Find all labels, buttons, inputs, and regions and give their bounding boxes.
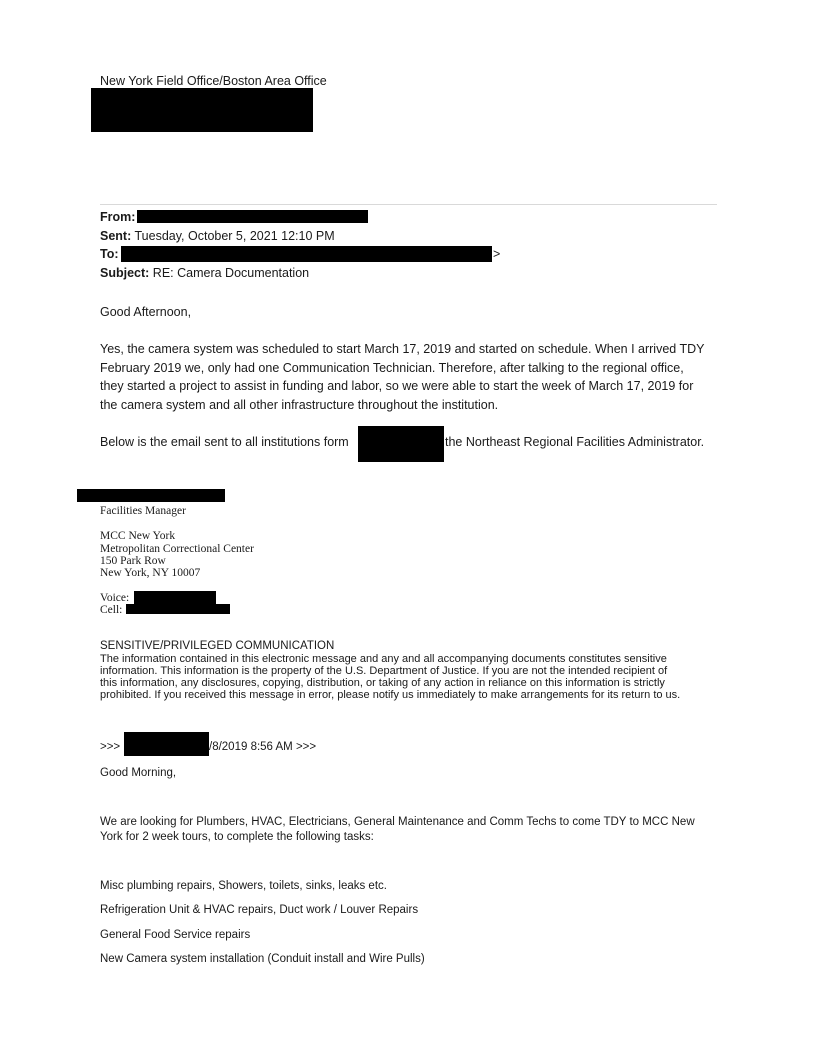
- below-suffix: the Northeast Regional Facilities Administrator.: [445, 435, 705, 449]
- para1-line: the camera system and all other infrastructure throughout the institution.: [100, 398, 499, 412]
- task-item: Misc plumbing repairs, Showers, toilets, sinks, leaks etc.: [100, 880, 387, 892]
- task-item: General Food Service repairs: [100, 929, 251, 941]
- redaction-block: [124, 732, 209, 756]
- redaction-block: [358, 426, 444, 462]
- redaction-block: [134, 591, 216, 604]
- subject-label: Subject:: [100, 266, 150, 280]
- forward-suffix: /8/2019 8:56 AM >>>: [209, 741, 317, 753]
- voice-label: Voice:: [100, 592, 130, 604]
- signature-street: 150 Park Row: [100, 555, 166, 567]
- subject-row: [100, 266, 309, 280]
- office-heading: New York Field Office/Boston Area Office: [100, 74, 327, 88]
- redaction-block: [126, 604, 230, 614]
- notice-heading: SENSITIVE/PRIVILEGED COMMUNICATION: [100, 640, 335, 652]
- divider: [100, 204, 717, 205]
- from-label: From:: [100, 210, 136, 224]
- redaction-block: [77, 489, 225, 502]
- forward-body-line: We are looking for Plumbers, HVAC, Electricians, General Maintenance and Comm Techs to come TDY to MCC New: [100, 816, 695, 828]
- redaction-block: [91, 88, 313, 132]
- from-row: [100, 210, 135, 224]
- sent-row: [100, 229, 335, 243]
- greeting: Good Afternoon,: [100, 305, 192, 319]
- signature-center: Metropolitan Correctional Center: [100, 543, 254, 555]
- signature-title: Facilities Manager: [100, 505, 186, 517]
- sent-value: Tuesday, October 5, 2021 12:10 PM: [134, 229, 335, 243]
- below-prefix: Below is the email sent to all institutions form: [100, 435, 349, 449]
- forward-greeting: Good Morning,: [100, 767, 177, 779]
- para1-line: February 2019 we, only had one Communication Technician. Therefore, after talking to the regional office,: [100, 361, 684, 375]
- forward-prefix: >>>: [100, 741, 121, 753]
- notice-line: The information contained in this electronic message and any and all accompanying documents constitutes sensitive: [100, 653, 667, 665]
- notice-line: information. This information is the property of the U.S. Department of Justice. If you are not the intended recipient of: [100, 665, 668, 677]
- sent-label: Sent:: [100, 229, 132, 243]
- redaction-block: [121, 246, 492, 262]
- task-item: New Camera system installation (Conduit install and Wire Pulls): [100, 953, 425, 965]
- para1-line: Yes, the camera system was scheduled to start March 17, 2019 and started on schedule. When I arrived TDY: [100, 342, 705, 356]
- signature-org: MCC New York: [100, 530, 176, 542]
- para1-line: they started a project to assist in funding and labor, so we were able to start the week of March 17, 2019 for: [100, 379, 694, 393]
- subject-value: RE: Camera Documentation: [152, 266, 310, 280]
- signature-city: New York, NY 10007: [100, 567, 201, 579]
- to-label: To:: [100, 247, 119, 261]
- notice-line: this information, any disclosures, copying, distribution, or taking of any action in reliance on this information is strictly: [100, 677, 665, 689]
- to-row: [100, 247, 119, 261]
- forward-body-line: York for 2 week tours, to complete the following tasks:: [100, 831, 374, 843]
- task-item: Refrigeration Unit & HVAC repairs, Duct work / Louver Repairs: [100, 904, 419, 916]
- cell-label: Cell:: [100, 604, 123, 616]
- to-suffix: >: [493, 247, 501, 261]
- redaction-block: [137, 210, 368, 223]
- notice-line: prohibited. If you received this message in error, please notify us immediately to make arrangements for its return to us.: [100, 689, 681, 701]
